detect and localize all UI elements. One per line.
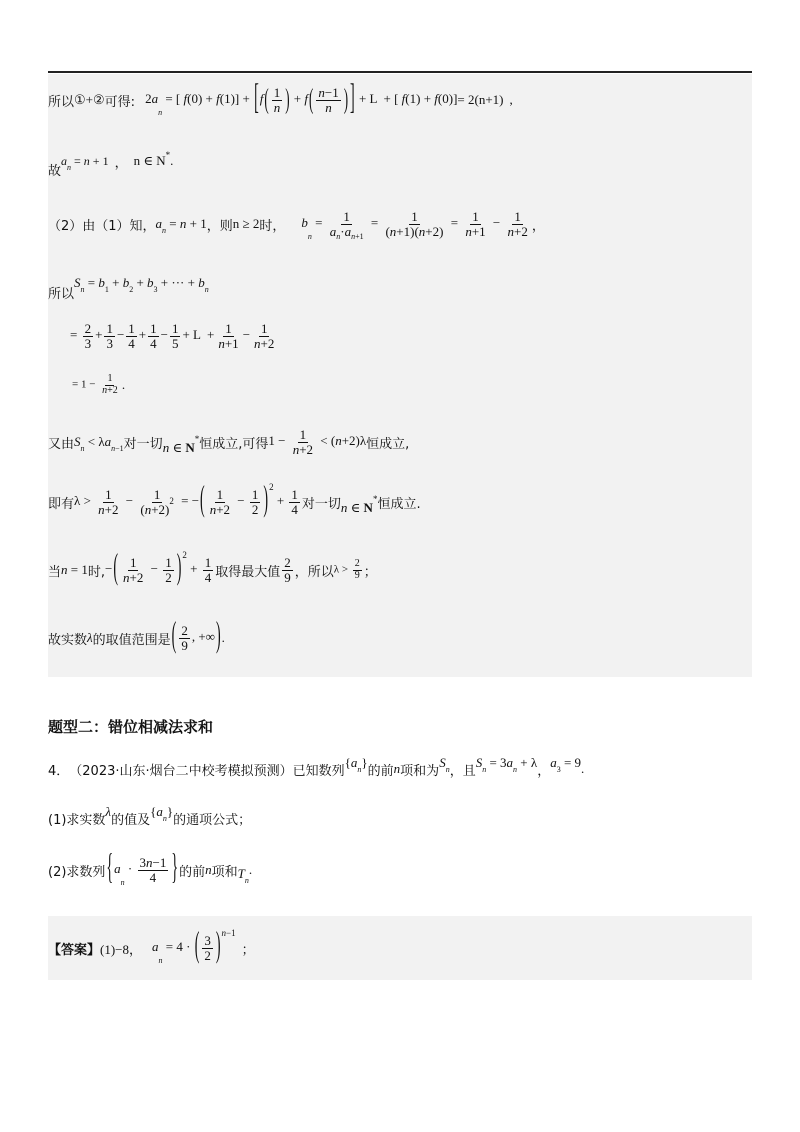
text: ， (537, 763, 551, 779)
text: 可得: (104, 94, 136, 110)
text: 故实数 (48, 632, 88, 648)
text: . (170, 153, 174, 168)
text: 恒成立,可得 (199, 436, 269, 452)
problem-4-q2: (2)求数列 {$a_n$ · $\frac{3n-1}{4}$ } 的前 n 项和 $T_n$ . (48, 849, 253, 889)
text: ，且 (449, 763, 476, 779)
problem-4-stem: 4． （2023·山东·烟台二中校考模拟预测） 已知数列 $\{a_n\}$ 的前 n 项和为 $S_n$ ，且 $S_n = 3a_n + \lambda$ ， $a_3 = 9$ . (48, 755, 585, 779)
text: 对一切 (301, 496, 341, 512)
text: 所以 (48, 286, 75, 302)
text: 又由 (48, 436, 75, 452)
solution-line-5: = $\frac{2}{3}$ + $\frac{1}{3}$ − $\frac{1}{4}$ + $\frac{1}{4}$ − $\frac{1}{5}$ + L + $\frac{1}{n+1}$ − $\frac{1}{n+2}$ (70, 320, 275, 351)
text: . (121, 377, 126, 392)
text: 恒成立, (366, 436, 410, 452)
text: 时, (87, 564, 105, 580)
text: 的取值范围是 (92, 632, 171, 648)
solution-line-9: 当 n = 1 时, −( $\frac{1}{n+2}$ − $\frac{1}{2}$ )$^2$ + $\frac{1}{4}$ 取得最大值 $\frac{2}{9}$ ，所以 λ > $\frac{2}{9}$ ； (48, 549, 377, 589)
text: 恒成立. (377, 496, 421, 512)
text: (2)求数列 (48, 864, 106, 880)
section-title: 题型二：错位相减法求和 (48, 717, 214, 736)
text: ； (363, 564, 377, 580)
text: 即有 (48, 496, 75, 512)
circled-2: ② (93, 92, 105, 108)
text: 取得最大值 (215, 564, 281, 580)
problem-source: （2023·山东·烟台二中校考模拟预测） (69, 763, 293, 779)
text: 的前 (367, 763, 394, 779)
text: (1)求实数 (48, 812, 106, 828)
text: . (221, 630, 225, 645)
text: 的通项公式； (173, 812, 252, 828)
solution-line-6: = 1 − $\frac{1}{n+2}$ . (72, 373, 126, 396)
solution-line-7: 又由 $S_n < \lambda a_{n-1}$ 对一切 n ∈ N* 恒成立,可得 1 − $\frac{1}{n+2}$ < (n+2)λ 恒成立, (48, 426, 410, 457)
formula-sum: $2a_n$ = [ f(0) + f(1)] + [f( $\frac{1}{n}$ ) + f( $\frac{n-1}{n}$ ) ] + L + [ f(1) + f(0)] (145, 79, 458, 119)
problem-number: 4． (48, 763, 70, 779)
solution-line-3: （2）由（1）知， $a_n = n + 1$ ，则 n ≥ 2 时， $b_n$ = $\frac{1}{a_n\cdot a_{n+1}}$ = $\frac{1}{(n+1)(n+2)}$ = $\frac{1}{n+1}$ − $\frac{1}{n+2}$ ， (48, 208, 545, 242)
text: （2）由（1）知， (48, 218, 156, 234)
text: 的值及 (111, 812, 151, 828)
text: 对一切 (123, 436, 163, 452)
text: ； (241, 942, 255, 958)
solution-line-8: 即有 λ > $\frac{1}{n+2}$ − $\frac{1}{(n+2)^2}$ = −( $\frac{1}{n+2}$ − $\frac{1}{2}$ )$^2$ + $\frac{1}{4}$ 对一切 n ∈ N* 恒成立. (48, 481, 421, 521)
answer-label: 【答案】 (48, 942, 101, 958)
text: ， (531, 218, 545, 234)
text: 当 (48, 564, 62, 580)
answer-part1: (1)−8， (100, 941, 143, 957)
text: + (85, 92, 94, 107)
text: ，则 (206, 218, 233, 234)
text: . (248, 862, 253, 877)
text: 项和为 (400, 763, 440, 779)
answer-line: 【答案】 (1)−8， $a_n = 4$ · ( $\frac{3}{2}$ )$^{n-1}$ ； (48, 927, 255, 967)
solution-line-2: 故 $a_n = n + 1$ ， n ∈ N * . (48, 150, 174, 179)
text: n ∈ N (133, 153, 166, 168)
text: n ≥ 2 (232, 216, 260, 231)
text: ，所以 (294, 564, 334, 580)
text: 已知数列 (292, 763, 345, 779)
text: 项和 (211, 864, 238, 880)
text: = 2(n+1) (457, 92, 504, 107)
top-rule (48, 71, 752, 73)
solution-line-4: 所以 $S_n = b_1 + b_2 + b_3$ + ··· + $b_n$ (48, 275, 209, 302)
text: 所以 (48, 94, 75, 110)
problem-4-q1: (1)求实数 λ 的值及 $\{a_n\}$ 的通项公式； (48, 804, 252, 828)
text: . (581, 761, 585, 776)
circled-1: ① (74, 92, 86, 108)
solution-line-10: 故实数 λ 的取值范围是 ( $\frac{2}{9}$ , +∞) . (48, 617, 225, 657)
text: 的前 (179, 864, 206, 880)
text: , (509, 92, 513, 107)
text: 时， (259, 218, 286, 234)
solution-line-1 (48, 79, 513, 119)
text: 故 (48, 163, 62, 179)
